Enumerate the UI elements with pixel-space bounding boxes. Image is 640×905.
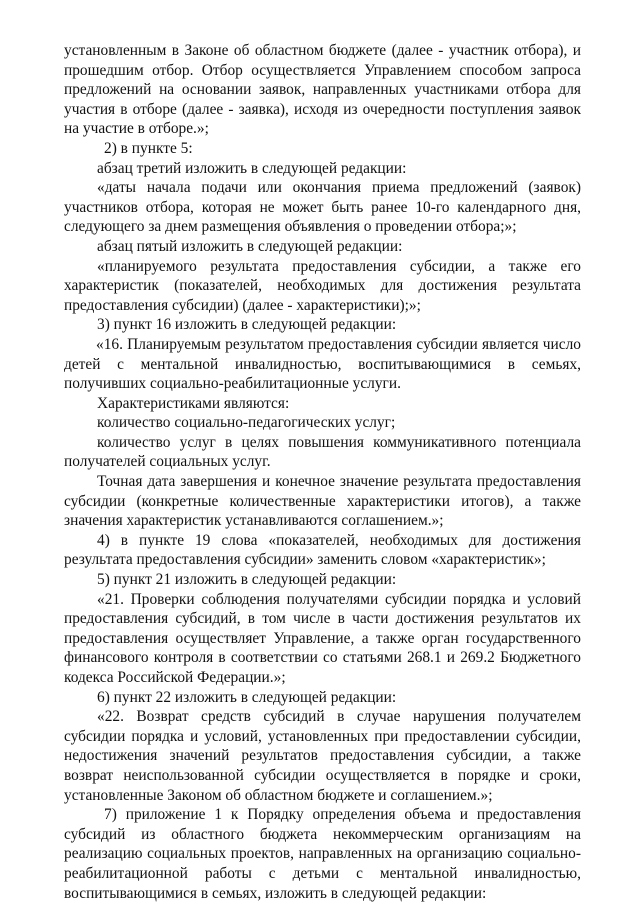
paragraph-point-21: «21. Проверки соблюдения получателями субсидии порядка и условий предоставления субсидий, в том числе в части достижения результатов их предоставления осуществляет Управление, а также орган государственного финансового контроля в соответствии со статьями 268.1 и 269.2 Бюджетного кодекса Российской Федерации.»; <box>64 590 581 686</box>
paragraph-item-2: 2) в пункте 5: <box>104 139 193 157</box>
paragraph-quote-result: «планируемого результата предоставления субсидии, а также его характеристик (показателей, необходимых для достижения результата предоставления субсидии) (далее - характеристики);»; <box>64 257 581 314</box>
paragraph-point-22: «22. Возврат средств субсидий в случае нарушения получателем субсидии порядка и условий, установленных при предоставлении субсидии, недостижения значений результатов предоставления субсидии, а также возврат неиспользованной субсидии осуществляется в порядке и сроки, установленные Законом об областном бюджете и соглашением.»; <box>64 708 581 804</box>
paragraph-exact-date: Точная дата завершения и конечное значение результата предоставления субсидии (конкретные количественные характеристики итогов), а также значения характеристик устанавливаются соглашением.»; <box>64 473 581 530</box>
paragraph-characteristics: Характеристиками являются: <box>97 394 290 412</box>
paragraph-item-7: 7) приложение 1 к Порядку определения объема и предоставления субсидий из областного бюджета некоммерческим организациям на реализацию социальных проектов, направленных на организацию социально-реабилитационной работы с детьми с ментальной инвалидностью, воспитывающимися в семьях, изложить в следующей редакции: <box>64 806 581 902</box>
paragraph-item-3: 3) пункт 16 изложить в следующей редакции: <box>97 316 397 334</box>
paragraph-point-16: «16. Планируемым результатом предоставления субсидии является число детей с ментальной инвалидностью, воспитывающимися в семьях, получивших социально-реабилитационные услуги. <box>64 335 581 393</box>
paragraph-quote-dates: «даты начала подачи или окончания приема предложений (заявок) участников отбора, которая не может быть ранее 10-го календарного дня, следующего за днем размещения объявления о проведении отбора;»; <box>64 179 581 236</box>
paragraph-item-4: 4) в пункте 19 слова «показателей, необходимых для достижения результата предоставления субсидии» заменить словом «характеристик»; <box>64 531 581 569</box>
paragraph-item-6: 6) пункт 22 изложить в следующей редакции: <box>97 688 397 706</box>
paragraph-count-communication: количество услуг в целях повышения коммуникативного потенциала получателей социальных услуг. <box>64 433 581 471</box>
paragraph-intro: установленным в Законе об областном бюджете (далее - участник отбора), и прошедшим отбор. Отбор осуществляется Управлением способом запроса предложений на основании заявок, направленных участниками отбора для участия в отборе (далее - заявка), исходя из очередности поступления заявок на участие в отборе.»; <box>64 42 581 138</box>
paragraph-abzac-3: абзац третий изложить в следующей редакции: <box>97 159 407 177</box>
paragraph-count-services: количество социально-педагогических услуг; <box>97 414 396 432</box>
paragraph-item-5: 5) пункт 21 изложить в следующей редакции: <box>97 571 397 589</box>
paragraph-abzac-5: абзац пятый изложить в следующей редакции: <box>97 237 403 255</box>
